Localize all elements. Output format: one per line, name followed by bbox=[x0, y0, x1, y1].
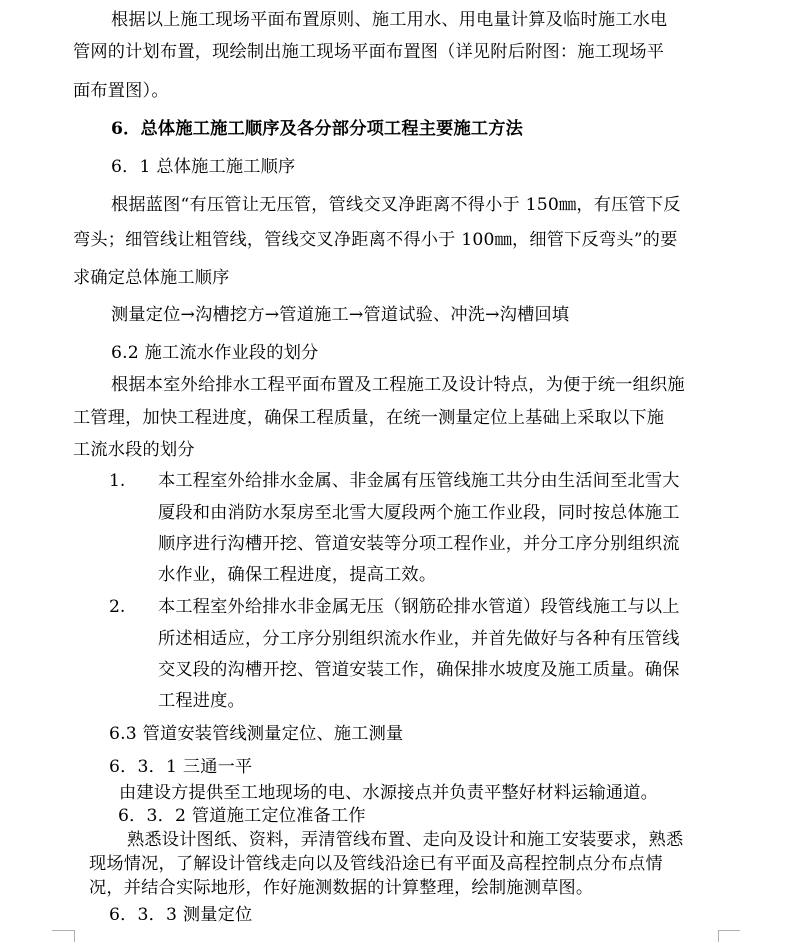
list-item-1-line-3: 顺序进行沟槽开挖、管道安装等分项工程作业，并分工序分别组织流 bbox=[158, 534, 680, 554]
paragraph-6-3-2-line-2: 现场情况，了解设计管线走向以及管线沿途已有平面及高程控制点分布点情 bbox=[89, 854, 663, 874]
list-item-2-line-2: 所述相适应，分工序分别组织流水作业，并首先做好与各种有压管线 bbox=[158, 629, 680, 649]
list-item-2-line-4: 工程进度。 bbox=[158, 691, 245, 711]
intro-paragraph-line-3: 面布置图）。 bbox=[73, 81, 169, 101]
page-margin-mark-right bbox=[718, 930, 740, 941]
heading-section-6-3-1: 6．3．1 三通一平 bbox=[109, 757, 253, 777]
paragraph-6-3-1: 由建设方提供至工地现场的电、水源接点并负责平整好材料运输通道。 bbox=[119, 783, 659, 803]
heading-section-6-1: 6．1 总体施工施工顺序 bbox=[111, 157, 296, 177]
paragraph-6-1-line-2: 弯头；细管线让粗管线，管线交叉净距离不得小于 100㎜，细管下反弯头”的要 bbox=[73, 230, 678, 250]
paragraph-6-2-line-2: 工管理，加快工程进度，确保工程质量，在统一测量定位上基础上采取以下施 bbox=[73, 408, 665, 428]
list-item-2-line-1: 本工程室外给排水非金属无压（钢筋砼排水管道）段管线施工与以上 bbox=[158, 597, 680, 617]
page-margin-mark-left bbox=[52, 930, 74, 941]
list-item-1-line-1: 本工程室外给排水金属、非金属有压管线施工共分由生活间至北雪大 bbox=[158, 471, 680, 491]
page-margin-mark-left-vertical bbox=[74, 930, 75, 942]
intro-paragraph-line-2: 管网的计划布置，现绘制出施工现场平面布置图（详见附后附图：施工现场平 bbox=[73, 42, 665, 62]
heading-section-6-3: 6.3 管道安装管线测量定位、施工测量 bbox=[109, 724, 404, 744]
list-item-1-line-4: 水作业，确保工程进度，提高工效。 bbox=[158, 565, 437, 585]
heading-section-6-3-2: 6．3．2 管道施工定位准备工作 bbox=[118, 806, 366, 826]
list-item-1-number: 1. bbox=[109, 471, 126, 491]
list-item-2-line-3: 交叉段的沟槽开挖、管道安装工作，确保排水坡度及施工质量。确保 bbox=[158, 660, 680, 680]
heading-section-6-2: 6.2 施工流水作业段的划分 bbox=[111, 343, 319, 363]
list-item-2-number: 2. bbox=[109, 597, 126, 617]
paragraph-6-3-2-line-3: 况，并结合实际地形，作好施测数据的计算整理，绘制施测草图。 bbox=[89, 878, 594, 898]
intro-paragraph-line-1: 根据以上施工现场平面布置原则、施工用水、用电量计算及临时施工水电 bbox=[111, 10, 668, 30]
page-margin-mark-right-vertical bbox=[718, 930, 719, 942]
paragraph-6-2-line-1: 根据本室外给排水工程平面布置及工程施工及设计特点，为便于统一组织施 bbox=[111, 375, 685, 395]
heading-section-6-3-3: 6．3．3 测量定位 bbox=[109, 905, 253, 925]
list-item-1-line-2: 厦段和由消防水泵房至北雪大厦段两个施工作业段，同时按总体施工 bbox=[158, 503, 680, 523]
paragraph-6-1-line-3: 求确定总体施工顺序 bbox=[73, 268, 230, 288]
heading-section-6: 6．总体施工施工顺序及各分部分项工程主要施工方法 bbox=[111, 119, 524, 139]
paragraph-6-2-line-3: 工流水段的划分 bbox=[73, 440, 195, 460]
construction-flow-sequence: 测量定位→沟槽挖方→管道施工→管道试验、冲洗→沟槽回填 bbox=[111, 305, 570, 325]
paragraph-6-3-2-line-1: 熟悉设计图纸、资料，弄清管线布置、走向及设计和施工安装要求，熟悉 bbox=[127, 830, 684, 850]
paragraph-6-1-line-1: 根据蓝图“有压管让无压管，管线交叉净距离不得小于 150㎜，有压管下反 bbox=[111, 195, 681, 215]
